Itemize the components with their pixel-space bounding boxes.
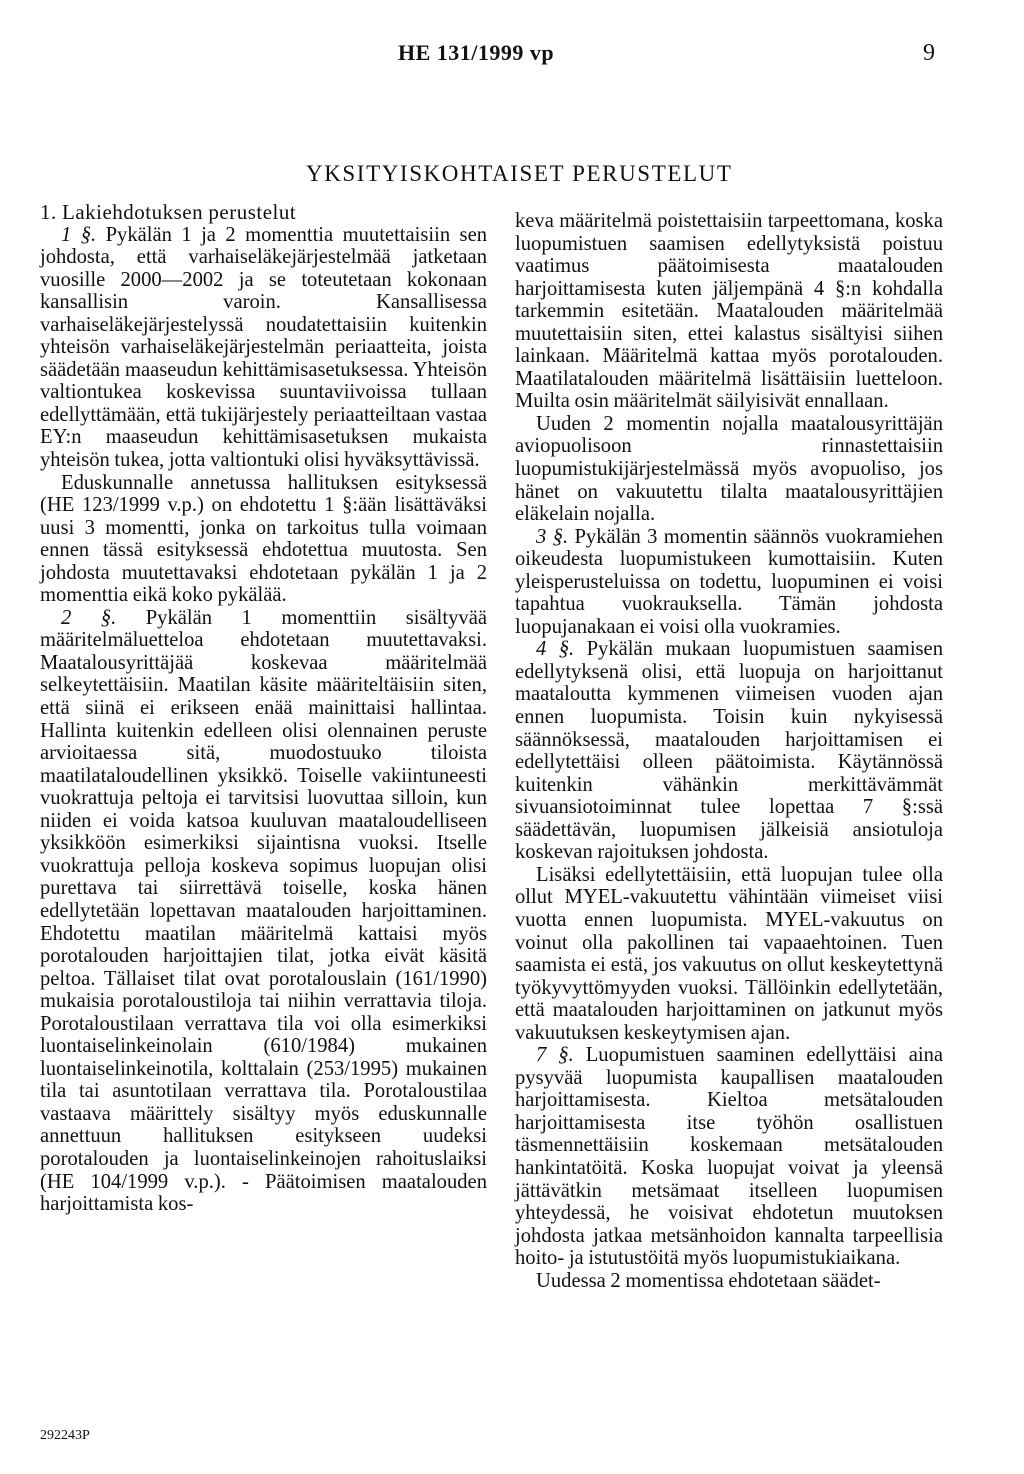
left-paragraphs: [40, 224, 487, 1216]
section-heading: 1. Lakiehdotuksen perustelut: [40, 200, 297, 224]
paragraph: [515, 526, 943, 639]
main-heading: YKSITYISKOHTAISET PERUSTELUT: [306, 161, 733, 186]
right-column: [515, 210, 943, 1292]
page-header: [0, 40, 1024, 80]
section-number: 4 §.: [536, 638, 575, 661]
paragraph: [40, 472, 487, 607]
paragraph-text: keva määritelmä poistettaisiin tarpeettomana, koska luopumistuen saamisen edellytyksistä poistuu vaatimus päätoimisesta maatalouden harjoittamisesta kuten jäljempänä 4 §:n kohdalla tarkemmin esitetään. Maatalouden määritelmää muutettaisiin siten, ettei kalastus sisältyisi siihen lainkaan. Määritelmä kattaa myös porotalouden. Maatilatalouden määritelmä lisättäisiin luetteloon. Muilta osin määritelmät säilyisivät ennallaan.: [515, 210, 943, 413]
document-code: 292243P: [40, 1428, 90, 1443]
paragraph: [515, 864, 943, 1044]
paragraph: [40, 224, 487, 472]
left-column: [40, 201, 487, 1216]
right-paragraphs: [515, 210, 943, 1292]
paragraph-text: Pykälän 1 momenttiin sisältyvää määritelmäluetteloa ehdotetaan muutettavaksi. Maatalousyrittäjää koskevaa määritelmää selkeytettäisiin. Maatilan käsite määriteltäisiin siten, että siinä ei erikseen enää mainittaisi hallintaa. Hallinta kuitenkin edelleen olisi olennainen peruste arvioitaessa sitä, muodostuuko tiloista maatilataloudellinen yksikkö. Toiselle vakiintuneesti vuokrattuja peltoja ei tarvitsisi luovuttaa silloin, kun niiden ei voida katsoa kuuluvan maataloudelliseen yksikköön esimerkiksi sijaintisna vuoksi. Itselle vuokrattuja pelloja koskeva sopimus luopujan olisi purettava tai siirrettävä toiselle, koska hänen edellytetään lopettavan maatalouden harjoittaminen. Ehdotettu maatilan määritelmä kattaisi myös porotalouden harjoittajien tilat, jotka eivät käsitä peltoa. Tällaiset tilat ovat porotalouslain (161/1990) mukaisia porotaloustiloja tai niihin verrattavia tiloja. Porotaloustilaan verrattava tila voi olla esimerkiksi luontaiselinkeinolain (610/1984) mukainen luontaiselinkeinotila, kolttalain (253/1995) mukainen tila tai asuntotilaan verrattava tila. Porotaloustilaa vastaava määrittely sisältyy myös eduskunnalle annettuun hallituksen esitykseen uudeksi porotalouden ja luontaiselinkeinojen rahoituslaiksi (HE 104/1999 v.p.). - Päätoimisen maatalouden harjoittamista kos-: [40, 606, 487, 1216]
paragraph-text: Pykälän 3 momentin säännös vuokramiehen oikeudesta luopumistukeen kumottaisiin. Kuten yleisperusteluissa on todettu, luopuminen ei voisi tapahtua vuokrauksella. Tämän johdosta luopujanakaan ei voisi olla vuokramies.: [515, 525, 943, 638]
section-number: 3 §.: [536, 525, 569, 548]
section-number: 2 §.: [61, 606, 117, 629]
paragraph: [515, 1270, 943, 1293]
paragraph: [40, 607, 487, 1216]
running-head: HE 131/1999 vp: [398, 40, 555, 65]
paragraph-text: Uuden 2 momentin nojalla maatalousyrittäjän aviopuolisoon rinnastettaisiin luopumistukijärjestelmässä myös avopuoliso, jos hänet on vakuutettu tilalta maatalousyrittäjien eläkelain nojalla.: [515, 412, 943, 526]
paragraph-text: Uudessa 2 momentissa ehdotetaan säädet-: [536, 1269, 881, 1292]
paragraph-text: Pykälän 1 ja 2 momenttia muutettaisiin sen johdosta, että varhaiseläkejärjestelmää jatketaan vuosille 2000—2002 ja se toteutetaan kokonaan kansallisin varoin. Kansallisessa varhaiseläkejärjestelyssä noudatettaisiin kuitenkin yhteisön varhaiseläkejärjestelmän periaatteita, joista säädetään maaseudun kehittämisasetuksessa. Yhteisön valtiontukea koskevissa suuntaviivoissa tullaan edellyttämään, että tukijärjestely periaatteiltaan vastaa EY:n maaseudun kehittämisasetuksen mukaista yhteisön tukea, jotta valtiontuki olisi hyväksyttävissä.: [40, 223, 488, 472]
paragraph: [515, 638, 943, 863]
section-number: 1 §.: [61, 223, 97, 246]
paragraph: [515, 1044, 943, 1269]
paragraph-text: Eduskunnalle annetussa hallituksen esityksessä (HE 123/1999 v.p.) on ehdotettu 1 §:ään lisättäväksi uusi 3 momentti, jonka on tarkoitus tulla voimaan ennen tässä esityksessä ehdotettua muutosta. Sen johdosta muutettavaksi ehdotetaan pykälän 1 ja 2 momenttia eikä koko pykälää.: [40, 471, 487, 607]
paragraph-text: Lisäksi edellytettäisiin, että luopujan tulee olla ollut MYEL-vakuutettu vähintään viimeiset viisi vuotta ennen luopumista. MYEL-vakuutus on voinut olla pakollinen tai vapaaehtoinen. Tuen saamista ei estä, jos vakuutus on ollut keskeytettynä työkyvyttömyyden vuoksi. Tällöinkin edellytetään, että maatalouden harjoittaminen on jatkunut myös vakuutuksen keskeytymisen ajan.: [515, 863, 943, 1044]
page-number: 9: [923, 40, 935, 66]
section-number: 7 §.: [536, 1044, 574, 1067]
paragraph-text: Pykälän mukaan luopumistuen saamisen edellytyksenä olisi, että luopuja on harjoittanut maataloutta kymmenen viimeisen vuoden ajan ennen luopumista. Toisin kuin nykyisessä säännöksessä, maatalouden harjoittamisen ei edellytettäisi olleen päätoimista. Käytännössä kuitenkin vähänkin merkittävämmät sivuansiotoiminnat tulee lopettaa 7 §:ssä säädettävän, luopumisen jälkeisiä ansiotuloja koskevan rajoituksen johdosta.: [515, 638, 943, 864]
paragraph: [515, 210, 943, 413]
paragraph-text: Luopumistuen saaminen edellyttäisi aina pysyvää luopumista kaupallisen maatalouden harjoittamisesta. Kieltoa metsätalouden harjoittamisesta itse työhön osallistuen täsmennettäisiin koskemaan metsätalouden hankintatöitä. Koska luopujat voivat ja yleensä jättävätkin metsämaat itselleen luopumisen yhteydessä, he voisivat ehdotetun muutoksen johdosta jatkaa metsänhoidon kannalta tarpeellisia hoito- ja istutustöitä myös luopumistukiaikana.: [515, 1044, 944, 1270]
paragraph: [515, 413, 943, 526]
